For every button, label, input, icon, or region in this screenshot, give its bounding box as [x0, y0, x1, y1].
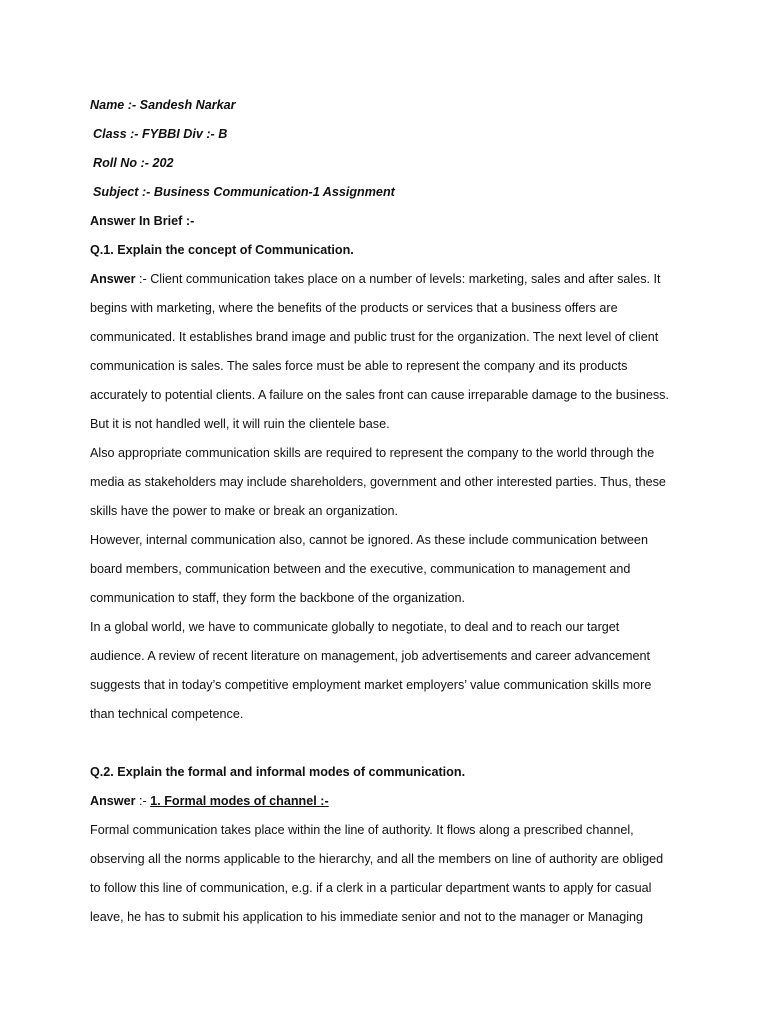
answer-1-line-11: communication to staff, they form the backbone of the organization. — [90, 591, 465, 605]
formal-modes-subheading: 1. Formal modes of channel :- — [150, 794, 329, 808]
answer-1-line-7: media as stakeholders may include shareholders, government and other interested parties. Thus, these — [90, 475, 666, 489]
answer-1-line-12: In a global world, we have to communicate globally to negotiate, to deal and to reach our target — [90, 620, 620, 634]
student-name: Name :- Sandesh Narkar — [90, 98, 236, 112]
question-2: Q.2. Explain the formal and informal modes of communication. — [90, 765, 466, 779]
question-1: Q.1. Explain the concept of Communication. — [90, 243, 354, 257]
student-class: Class :- FYBBI Div :- B — [93, 127, 228, 141]
answer-1-line-14: suggests that in today’s competitive employment market employers’ value communication skills more — [90, 678, 652, 692]
answer-1-line-0: Answer :- Client communication takes place on a number of levels: marketing, sales and after sales. It — [90, 272, 661, 286]
answer-2-line-0: Formal communication takes place within the line of authority. It flows along a prescribed channel, — [90, 823, 634, 837]
answer-1-line-15: than technical competence. — [90, 707, 244, 721]
roll-number: Roll No :- 202 — [93, 156, 174, 170]
answer-1-line-4: accurately to potential clients. A failure on the sales front can cause irreparable damage to the business. — [90, 388, 669, 402]
answer-1-line-8: skills have the power to make or break an organization. — [90, 504, 399, 518]
answer-label: Answer — [90, 272, 136, 286]
answer-1-line-9: However, internal communication also, cannot be ignored. As these include communication between — [90, 533, 648, 547]
answer-label: Answer — [90, 794, 136, 808]
answer-2-line-2: to follow this line of communication, e.g. if a clerk in a particular department wants to apply for casual — [90, 881, 652, 895]
answer-1-line-2: communicated. It establishes brand image and public trust for the organization. The next level of client — [90, 330, 659, 344]
paragraph-gap — [90, 729, 688, 758]
subject-line: Subject :- Business Communication-1 Assignment — [93, 185, 395, 199]
answer-1-line-10: board members, communication between and the executive, communication to management and — [90, 562, 631, 576]
answer-1-line-1: begins with marketing, where the benefits of the products or services that a business offers are — [90, 301, 618, 315]
answer-2-line-1: observing all the norms applicable to the hierarchy, and all the members on line of authority are obliged — [90, 852, 664, 866]
answer-2 — [90, 787, 688, 932]
answer-1-line-5: But it is not handled well, it will ruin the clientele base. — [90, 417, 390, 431]
answer-1 — [90, 265, 688, 729]
answer-1-line-13: audience. A review of recent literature on management, job advertisements and career advancement — [90, 649, 651, 663]
answer-2-heading-line: Answer :- 1. Formal modes of channel :- — [90, 794, 329, 808]
answer-1-line-6: Also appropriate communication skills are required to represent the company to the world through the — [90, 446, 655, 460]
section-title: Answer In Brief :- — [90, 214, 195, 228]
answer-2-line-3: leave, he has to submit his application to his immediate senior and not to the manager or Managing — [90, 910, 644, 924]
answer-1-line-3: communication is sales. The sales force must be able to represent the company and its products — [90, 359, 628, 373]
